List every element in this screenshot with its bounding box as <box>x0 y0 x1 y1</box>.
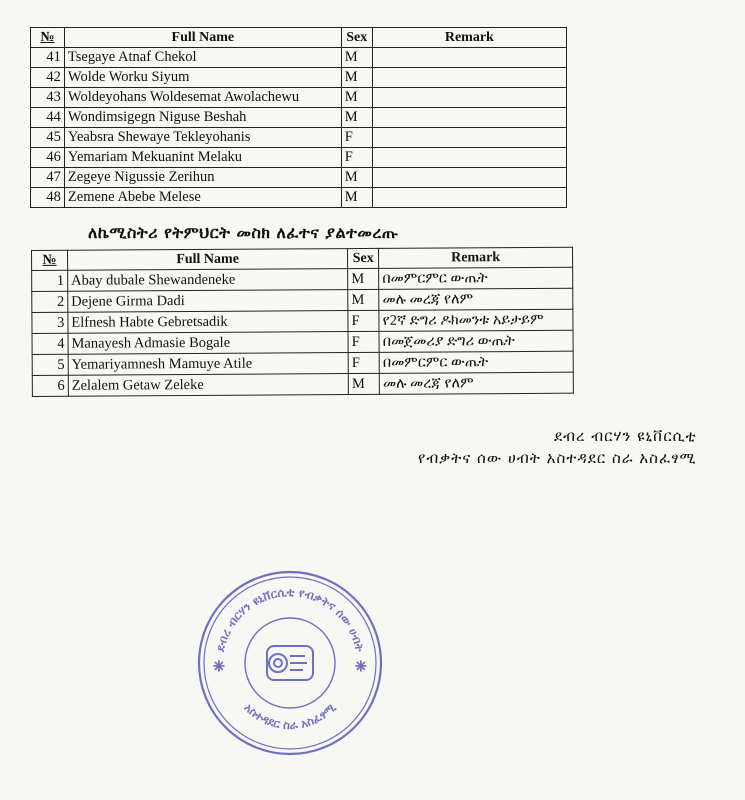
row-sex: M <box>341 188 372 208</box>
row-number: 44 <box>31 108 65 128</box>
stamp-text-top: ደብረ ብርሃን ዩኒቨርሲቲ የብቃትና ሰው ሀብት <box>213 584 367 653</box>
row-remark <box>372 188 566 208</box>
row-full-name: Yemariam Mekuanint Melaku <box>64 148 341 168</box>
row-number: 2 <box>32 291 68 312</box>
row-remark <box>372 128 566 148</box>
row-sex: F <box>341 128 372 148</box>
row-sex: M <box>348 289 379 310</box>
stamp-emblem <box>267 646 313 680</box>
header-full-name: Full Name <box>67 249 347 271</box>
header-full-name: Full Name <box>64 28 341 48</box>
table-row <box>31 148 567 168</box>
row-sex: M <box>341 108 372 128</box>
header-remark: Remark <box>372 28 566 48</box>
row-remark: በመምርምር ውጤት <box>379 351 573 373</box>
row-sex: F <box>348 310 379 331</box>
header-no: № <box>32 250 68 270</box>
row-number: 48 <box>31 188 65 208</box>
row-sex: F <box>348 331 379 352</box>
header-sex: Sex <box>341 28 372 48</box>
row-remark: በመጀመሪያ ድግሪ ውጤት <box>379 330 573 352</box>
row-number: 6 <box>32 375 68 396</box>
row-sex: M <box>341 68 372 88</box>
section-heading: ለኬሚስትሪ የትምህርት መስክ ለፈተና ያልተመረጡ <box>88 223 399 242</box>
table-row <box>31 68 567 88</box>
table-row <box>31 128 567 148</box>
signature-line-office: የብቃትና ሰው ሀብት አስተዳደር ስራ አስፈፃሚ <box>418 449 697 467</box>
signature-line-university: ደብረ ብርሃን ዩኒቨርሲቲ <box>553 427 697 445</box>
row-full-name: Manayesh Admasie Bogale <box>68 332 348 355</box>
row-number: 1 <box>32 270 68 291</box>
official-stamp <box>195 568 385 758</box>
header-no: № <box>31 28 65 48</box>
row-remark <box>372 148 566 168</box>
row-sex: F <box>348 352 379 373</box>
row-full-name: Yeabsra Shewaye Tekleyohanis <box>64 128 341 148</box>
table-row <box>31 188 567 208</box>
row-remark <box>372 48 566 68</box>
row-full-name: Zelalem Getaw Zeleke <box>68 374 348 397</box>
row-remark: መሉ መረጃ የለም <box>379 372 573 394</box>
row-full-name: Wondimsigegn Niguse Beshah <box>64 108 341 128</box>
row-number: 4 <box>32 333 68 354</box>
row-full-name: Yemariyamnesh Mamuye Atile <box>68 353 348 376</box>
row-remark: በመምርምር ውጤት <box>379 267 573 289</box>
table-header-row <box>31 28 567 48</box>
row-full-name: Dejene Girma Dadi <box>68 290 348 313</box>
row-full-name: Tsegaye Atnaf Chekol <box>64 48 341 68</box>
header-remark: Remark <box>379 247 573 268</box>
row-full-name: Wolde Worku Siyum <box>64 68 341 88</box>
row-sex: M <box>341 48 372 68</box>
row-sex: M <box>341 88 372 108</box>
stamp-star-left: ✳ <box>213 659 225 675</box>
row-sex: F <box>341 148 372 168</box>
row-sex: M <box>341 168 372 188</box>
row-full-name: Elfnesh Habte Gebretsadik <box>68 311 348 334</box>
row-number: 41 <box>31 48 65 68</box>
row-number: 5 <box>32 354 68 375</box>
row-number: 3 <box>32 312 68 333</box>
row-full-name: Abay dubale Shewandeneke <box>68 269 348 292</box>
stamp-text-bottom: አስተዳደር ስራ አስፈፃሚ <box>241 700 339 733</box>
row-remark <box>372 168 566 188</box>
row-number: 45 <box>31 128 65 148</box>
roster-table-1 <box>30 27 567 208</box>
row-number: 42 <box>31 68 65 88</box>
signature-block <box>418 425 745 469</box>
row-sex: M <box>348 268 379 289</box>
table-row <box>31 48 567 68</box>
header-sex: Sex <box>348 248 379 268</box>
row-full-name: Zemene Abebe Melese <box>64 188 341 208</box>
table-row <box>31 108 567 128</box>
roster-table-2 <box>31 247 574 397</box>
table-row <box>31 168 567 188</box>
table-row <box>31 88 567 108</box>
row-full-name: Zegeye Nigussie Zerihun <box>64 168 341 188</box>
row-sex: M <box>348 373 379 394</box>
row-number: 47 <box>31 168 65 188</box>
row-number: 43 <box>31 88 65 108</box>
row-remark: መሉ መረጃ የለም <box>379 288 573 310</box>
row-remark: የ2ኛ ድግሪ ዶክመንቱ አይታይም <box>379 309 573 331</box>
row-full-name: Woldeyohans Woldesemat Awolachewu <box>64 88 341 108</box>
row-remark <box>372 108 566 128</box>
stamp-star-right: ✳ <box>355 659 367 675</box>
row-remark <box>372 68 566 88</box>
table-row <box>32 372 573 396</box>
row-remark <box>372 88 566 108</box>
row-number: 46 <box>31 148 65 168</box>
